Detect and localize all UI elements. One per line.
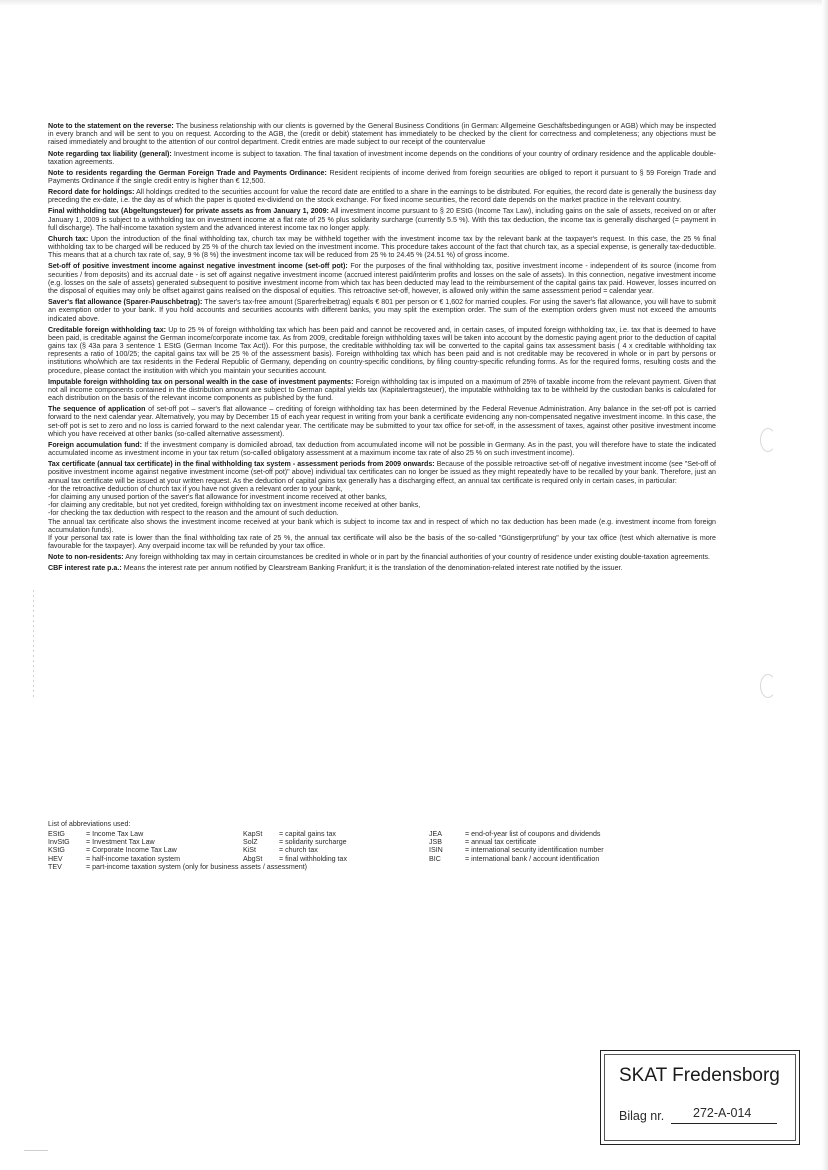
abbreviation-row (429, 838, 604, 846)
abbreviation-key: EStG (48, 830, 65, 838)
note-title: Note to non-residents: (48, 553, 124, 562)
abbreviation-row (243, 855, 347, 863)
abbreviations-column (429, 830, 604, 863)
abbreviation-key: KiSt (243, 846, 257, 855)
abbreviation-key: TEV (48, 862, 62, 871)
abbreviation-meaning: = Corporate Income Tax Law (86, 846, 177, 855)
abbreviation-row (429, 855, 604, 863)
abbreviation-key: JSB (429, 838, 443, 847)
abbreviation-meaning: = capital gains tax (279, 830, 336, 838)
note-final-withholding-tax (48, 207, 716, 232)
note-title: Set-off of positive investment income against negative investment income (set-off pot): (48, 262, 348, 271)
certificate-followup-text: If your personal tax rate is lower than the final withholding tax rate of 25 %, the annual tax certificate will also be the basis of the so-called "Günstigerprüfung" by your tax office (test which alternative is more favourable for the taxpayer). Any overpaid income tax will be refunded by your tax office. (48, 534, 716, 551)
note-text: Up to 25 % of foreign withholding tax which has been paid and cannot be recovered and, in certain cases, of imputed foreign withholding tax, i.e. tax that is deemed to have been paid, is creditable against the German income/corporate income tax. As from 2009, creditable foreign withholding taxes will be taken into account by the domestic paying agent prior to the deduction of capital gains tax (§ 43a para 3 sentence 1 EStG (German Income Tax Act)). For this purpose, the creditable withholding tax will be converted to the capital gains tax assessment basis ( 4 x creditable withholding tax represents a ratio of 100/25; the capital gains tax will be 25 % of the assessment basis). Foreign withholding tax which has been paid and is not creditable may be recovered in whole or in part by persons or institutions who/which are tax residents in the Federal Republic of Germany, depending on country-specific conditions, by filing country-specific refunding forms. As for the required forms, resulting costs and the procedure, please contact the institution with which you maintain your securities account. (48, 325, 716, 375)
note-text: The business relationship with our clients is governed by the General Business Conditions (in German: Allgemeine Geschäftsbedingungen or AGB) which may be inspected in every branch and will be sent to you on request. According to the AGB, the (credit or debit) statement has immediately to be checked by the client for correctness and completeness; any objections must be raised immediately and brought to the attention of our control department. Credit entries are made subject to our receipt of the countervalue (48, 122, 716, 147)
note-text: All holdings credited to the securities account for value the record date are entitled to a share in the earnings to be distributed. For equities, the record date is generally the business day preceding the ex-date, i.e. the day as of which the paper is quoted ex-dividend on the stock exchange. For fixed income securities, the record date depends on the market practice in the relevant country. (48, 188, 716, 205)
note-text: The saver's tax-free amount (Sparerfreibetrag) equals € 801 per person or € 1,602 for married couples. For using the saver's flat allowance, you will have to submit an exemption order to your bank. If you hold accounts and securities accounts with different banks, you may split the exemption order. The sum of the exemption orders given must not exceed the amounts indicated above. (48, 298, 716, 323)
abbreviation-meaning: = Income Tax Law (86, 830, 144, 838)
note-text: If the investment company is domiciled abroad, tax deduction from accumulated income will not be possible in Germany. As in the past, you will therefore have to state the indicated accumulated income as investment income in your tax return (so-called obligatory assessment at a maximum income tax rate of also 25 % on such investment income). (48, 440, 716, 458)
note-church-tax (48, 235, 716, 260)
abbreviation-meaning: = annual tax certificate (465, 838, 537, 847)
note-tax-certificate (48, 460, 716, 485)
abbreviation-row (243, 838, 347, 846)
note-text: Foreign withholding tax is imputed on a maximum of 25% of taxable income from the relevant payment. Given that not all income components contained in the distribution amount are subject to German capital yields tax (Kapitalertragsteuer), the imputable withholding tax to be withheld by the custodian banks is calculated for each distribution on the basis of the relevant income components as published by the fund. (48, 377, 716, 403)
abbreviation-key: AbgSt (243, 854, 263, 863)
note-text: Investment income is subject to taxation. The final taxation of investment income depends on the conditions of your country of ordinary residence and the applicable double-taxation agreements. (48, 149, 716, 166)
note-foreign-accumulation-fund (48, 441, 716, 457)
note-title: Note regarding tax liability (general): (48, 149, 172, 158)
stamp-label: Bilag nr. (619, 1109, 665, 1123)
certificate-followup-text: The annual tax certificate also shows the investment income received at your bank which is subject to income tax and in respect of which no tax deduction has been made (e.g. investment income from foreign accumulation funds). (48, 517, 716, 534)
abbreviation-meaning: = solidarity surcharge (279, 838, 347, 847)
note-set-off-pot (48, 262, 716, 295)
abbreviation-key: HEV (48, 854, 63, 863)
note-text: Upon the introduction of the final withholding tax, church tax may be withheld together with the investment income tax by the relevant bank at the taxpayer's request. In this case, the 25 % final withholding tax to be charged will be reduced by 25 % of the church tax levied on the investment income. This procedure takes account of the fact that church tax, as a special expense, is generally tax-deductible. This means that at a church tax rate of, say, 9 % (8 %) the investment income tax will be reduced from 25 % to 24.45 % (24.51 %) of gross income. (48, 234, 716, 260)
abbreviation-meaning: = Investment Tax Law (86, 838, 155, 847)
note-text: For the purposes of the final withholding tax, positive investment income - independent of its source (income from securities / from deposits) and its accrual date - is set off against negative investment income (accrued interest paid/interim profits and losses on the sale of assets). In this connection, negative investment income (e.g. losses on the sale of assets) generated subsequent to positive investment income from which tax has been deducted may lead to the reimbursement of the capital gains tax paid. However, losses incurred on the disposal of equities may only be offset against gains realised on the disposal of equities. This retroactive set-off, however, is allowed only within the same assessment period = calendar year. (48, 262, 716, 295)
note-non-residents (48, 553, 716, 561)
abbreviation-row (243, 830, 347, 838)
abbreviation-row (243, 846, 347, 854)
abbreviation-row (429, 830, 604, 838)
abbreviation-meaning: = international security identification number (465, 846, 604, 855)
abbreviation-meaning: = church tax (279, 846, 318, 855)
abbreviation-key: BIC (429, 854, 441, 863)
bullet-item: -for the retroactive deduction of church tax if you have not given a relevant order to your bank, (48, 484, 343, 493)
bullet-item: -for claiming any unused portion of the saver's flat allowance for investment income received at other banks, (48, 493, 387, 502)
note-text: Because of the possible retroactive set-off of negative investment income (see "Set-off of positive investment income against negative investment income (set-off pot)" above) individual tax certificates can no longer be issued as they might repeatedly have to be recalled by your bank. Therefore, just an annual tax certificate will be issued at your written request. As the deduction of capital gains tax generally has a discharging effect, an annual tax certificate is required only in certain cases, in particular: (48, 460, 716, 485)
punch-hole-mark (760, 674, 776, 698)
note-imputable-foreign-tax (48, 378, 716, 403)
abbreviation-meaning: = end-of-year list of coupons and dividends (465, 830, 601, 838)
abbreviations-column (243, 830, 347, 863)
note-text: Resident recipients of income derived from foreign securities are obliged to report it pursuant to § 59 Foreign Trade and Payments Ordinance if the single credit entry is higher than € 12,500. (48, 168, 716, 185)
bullet-item: -for checking the tax deduction with respect to the reason and the amount of such deduction. (48, 509, 339, 518)
abbreviation-row (48, 863, 307, 871)
note-savers-allowance (48, 298, 716, 323)
scan-shadow-right (822, 0, 828, 1170)
note-text: Means the interest rate per annum notified by Clearstream Banking Frankfurt; it is the translation of the denomination-related interest rate notified by the issuer. (123, 564, 623, 573)
abbreviation-row (429, 846, 604, 854)
punch-hole-mark (760, 428, 776, 452)
note-title: Note to the statement on the reverse: (48, 122, 174, 130)
note-record-date (48, 188, 716, 204)
abbreviation-key: KStG (48, 846, 65, 855)
note-sequence-of-application (48, 405, 716, 438)
note-title: Saver's flat allowance (Sparer-Pauschbetrag): (48, 298, 203, 307)
note-title: Imputable foreign withholding tax on personal wealth in the case of investment payments: (48, 377, 354, 386)
margin-vertical-mark (33, 590, 34, 700)
note-title: Foreign accumulation fund: (48, 440, 142, 449)
footer-mark (24, 1150, 48, 1151)
abbreviation-key: SolZ (243, 838, 258, 847)
abbreviation-meaning: = final withholding tax (279, 854, 348, 863)
abbreviations-title: List of abbreviations used: (48, 820, 131, 828)
note-title: The sequence of application (48, 405, 146, 414)
notes-section (48, 122, 716, 576)
stamp-underline (671, 1123, 777, 1124)
note-text: All investment income pursuant to § 20 EStG (Income Tax Law), including gains on the sale of assets, received on or after January 1, 2009 is subject to a withholding tax on investment income at a flat rate of 25 % plus solidarity surcharge (currently 5.5 %). With this tax deduction, the income tax is generally discharged (= payment in full discharge). The half-income taxation system and the advanced interest income tax no longer apply. (48, 207, 716, 232)
note-title: Creditable foreign withholding tax: (48, 325, 166, 334)
skat-stamp (600, 1050, 800, 1145)
note-text: Any foreign withholding tax may in certain circumstances be credited in whole or in part by the financial authorities of your country of residence under existing double-taxation agreements. (125, 553, 711, 562)
scan-shadow-top (0, 0, 828, 6)
note-cbf-interest-rate (48, 564, 716, 572)
note-title: Tax certificate (annual tax certificate) in the final withholding tax system - assessment periods from 2009 onwards: (48, 460, 435, 469)
stamp-title: SKAT Fredensborg (619, 1065, 780, 1086)
abbreviation-meaning: = international bank / account identification (465, 854, 600, 863)
note-tax-liability (48, 150, 716, 166)
abbreviation-key: InvStG (48, 838, 70, 847)
note-foreign-trade (48, 169, 716, 185)
abbreviation-key: JEA (429, 830, 443, 838)
note-title: Final withholding tax (Abgeltungsteuer) for private assets as from January 1, 2009: (48, 207, 329, 216)
note-reverse-statement (48, 122, 716, 147)
abbreviations-list (48, 820, 718, 871)
note-title: Church tax: (48, 234, 89, 243)
note-text: of set-off pot – saver's flat allowance – crediting of foreign withholding tax has been determined by the Federal Revenue Administration. Any balance in the set-off pot is carried forward to the next calendar year. Alternatively, you may by December 15 of each year request in writing from your bank a certificate evidencing any non-compensated negative investment income. In this case, the set-off pot is set to zero and no loss is carried forward to the next calendar year. The certificate may be submitted to your tax office for set-off, in the assessment of taxes, against other positive investment income which you have received at other banks (so-called alternative assessment). (48, 405, 717, 438)
abbreviation-key: ISIN (429, 846, 443, 855)
abbreviation-meaning: = half-income taxation system (86, 854, 181, 863)
note-creditable-foreign-tax (48, 326, 716, 375)
note-title: Note to residents regarding the German Foreign Trade and Payments Ordinance: (48, 168, 327, 177)
abbreviation-key: KapSt (243, 830, 263, 838)
bullet-item: -for claiming any creditable, but not yet credited, foreign withholding tax on investment income received at other banks, (48, 501, 421, 510)
note-title: CBF interest rate p.a.: (48, 564, 122, 573)
abbreviation-meaning: = part-income taxation system (only for business assets / assessment) (86, 862, 307, 871)
note-title: Record date for holdings: (48, 188, 135, 197)
stamp-number: 272-A-014 (693, 1106, 752, 1120)
